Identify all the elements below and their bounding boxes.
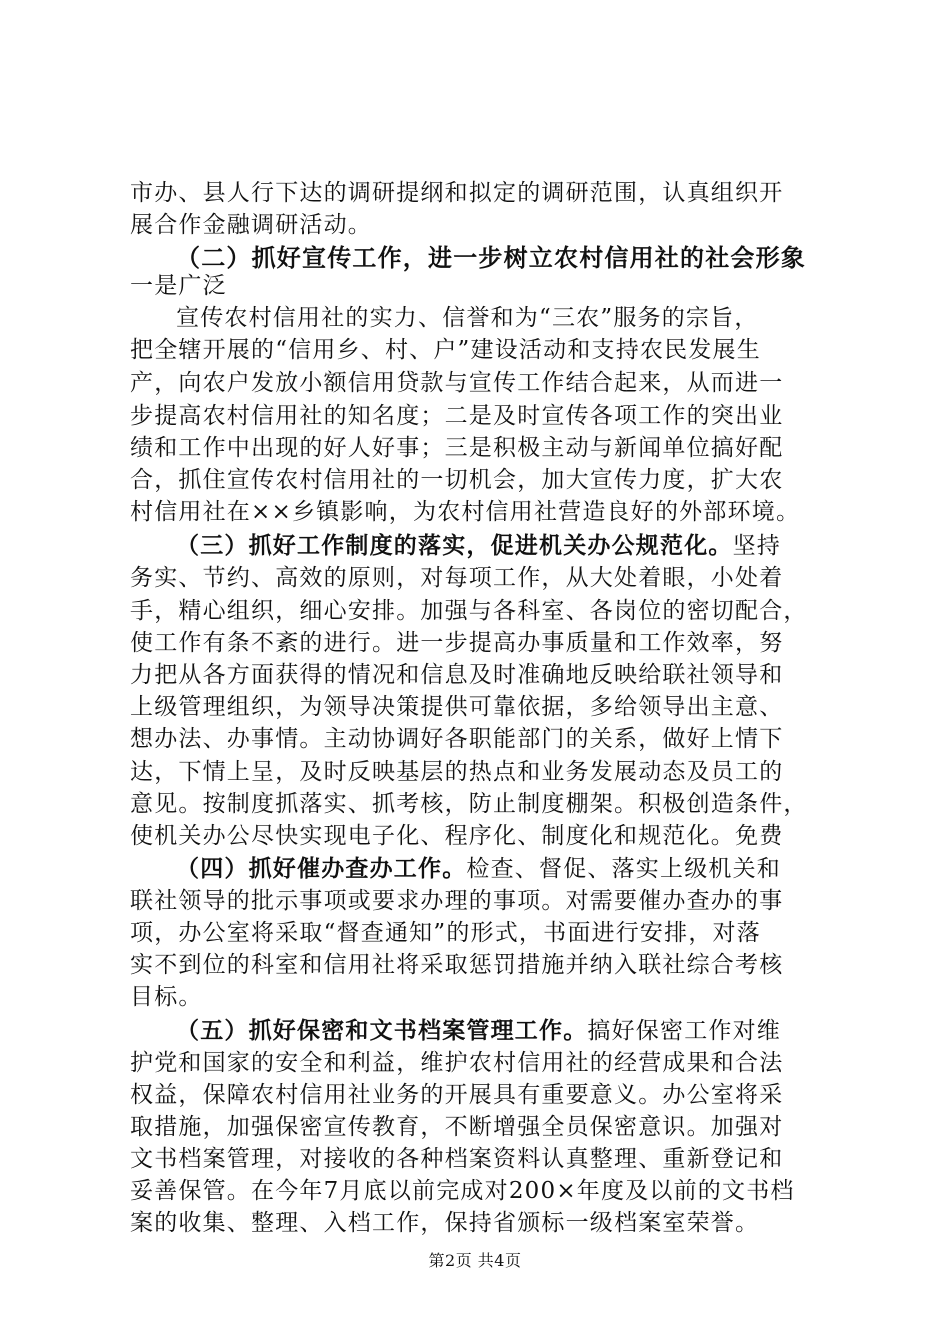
body-line: 市办、县人行下达的调研提纲和拟定的调研范围，认真组织开 xyxy=(130,180,784,206)
body-line: 使工作有条不紊的进行。进一步提高办事质量和工作效率，努 xyxy=(130,630,784,656)
body-line: 联社领导的批示事项或要求办理的事项。对需要催办查办的事 xyxy=(130,888,784,914)
body-line: 步提高农村信用社的知名度；二是及时宣传各项工作的突出业 xyxy=(130,403,784,429)
body-line: 权益，保障农村信用社业务的开展具有重要意义。办公室将采 xyxy=(130,1082,784,1108)
body-line: 案的收集、整理、入档工作，保持省颁标一级档案室荣誉。 xyxy=(130,1210,760,1236)
body-line: 达，下情上呈，及时反映基层的热点和业务发展动态及员工的 xyxy=(130,759,784,785)
section-paragraph-3-start xyxy=(176,531,781,561)
body-line: 目标。 xyxy=(130,984,203,1010)
body-line: 手，精心组织，细心安排。加强与各科室、各岗位的密切配合， xyxy=(130,598,808,624)
body-line: 把全辖开展的“信用乡、村、户”建设活动和支持农民发展生 xyxy=(130,337,761,363)
body-line: 意见。按制度抓落实、抓考核，防止制度棚架。积极创造条件， xyxy=(130,791,808,817)
body-line: 务实、节约、高效的原则，对每项工作，从大处着眼，小处着 xyxy=(130,565,784,591)
body-line: 使机关办公尽快实现电子化、程序化、制度化和规范化。免费 xyxy=(130,823,784,849)
body-line: 项，办公室将采取“督查通知”的形式，书面进行安排，对落 xyxy=(130,920,761,946)
body-line: 实不到位的科室和信用社将采取惩罚措施并纳入联社综合考核 xyxy=(130,952,784,978)
body-line: 村信用社在××乡镇影响，为农村信用社营造良好的外部环境。 xyxy=(130,499,801,525)
body-line: 护党和国家的安全和利益，维护农村信用社的经营成果和合法 xyxy=(130,1050,784,1076)
body-line: 文书档案管理，对接收的各种档案资料认真整理、重新登记和 xyxy=(130,1146,784,1172)
section-heading-4: （四）抓好催办查办工作。 xyxy=(176,855,467,882)
section-heading-5: （五）抓好保密和文书档案管理工作。 xyxy=(176,1017,588,1044)
body-line: 合，抓住宣传农村信用社的一切机会，加大宣传力度，扩大农 xyxy=(130,467,784,493)
body-text: 坚持 xyxy=(732,533,782,559)
body-text: 搞好保密工作对维 xyxy=(587,1018,782,1044)
body-line: 宣传农村信用社的实力、信誉和为“三农”服务的宗旨， xyxy=(176,305,759,331)
section-paragraph-4-start xyxy=(176,854,781,884)
body-line: 想办法、办事情。主动协调好各职能部门的关系，做好上情下 xyxy=(130,726,784,752)
body-line: 妥善保管。在今年7月底以前完成对200×年度及以前的文书档 xyxy=(130,1178,795,1204)
body-line: 一是广泛 xyxy=(130,273,227,299)
body-line: 取措施，加强保密宣传教育，不断增强全员保密意识。加强对 xyxy=(130,1114,784,1140)
body-line: 产，向农户发放小额信用贷款与宣传工作结合起来，从而进一 xyxy=(130,370,784,396)
page-number: 第2页 共4页 xyxy=(428,1251,522,1270)
body-text: 检查、督促、落实上级机关和 xyxy=(466,856,782,882)
section-heading-2: （二）抓好宣传工作，进一步树立农村信用社的社会形象 xyxy=(176,243,806,272)
body-line: 展合作金融调研活动。 xyxy=(130,212,372,238)
body-line: 绩和工作中出现的好人好事；三是积极主动与新闻单位搞好配 xyxy=(130,435,784,461)
section-heading-3: （三）抓好工作制度的落实，促进机关办公规范化。 xyxy=(176,532,733,559)
section-paragraph-5-start xyxy=(176,1016,781,1046)
body-line: 力把从各方面获得的情况和信息及时准确地反映给联社领导和 xyxy=(130,662,784,688)
body-line: 上级管理组织，为领导决策提供可靠依据，多给领导出主意、 xyxy=(130,694,784,720)
